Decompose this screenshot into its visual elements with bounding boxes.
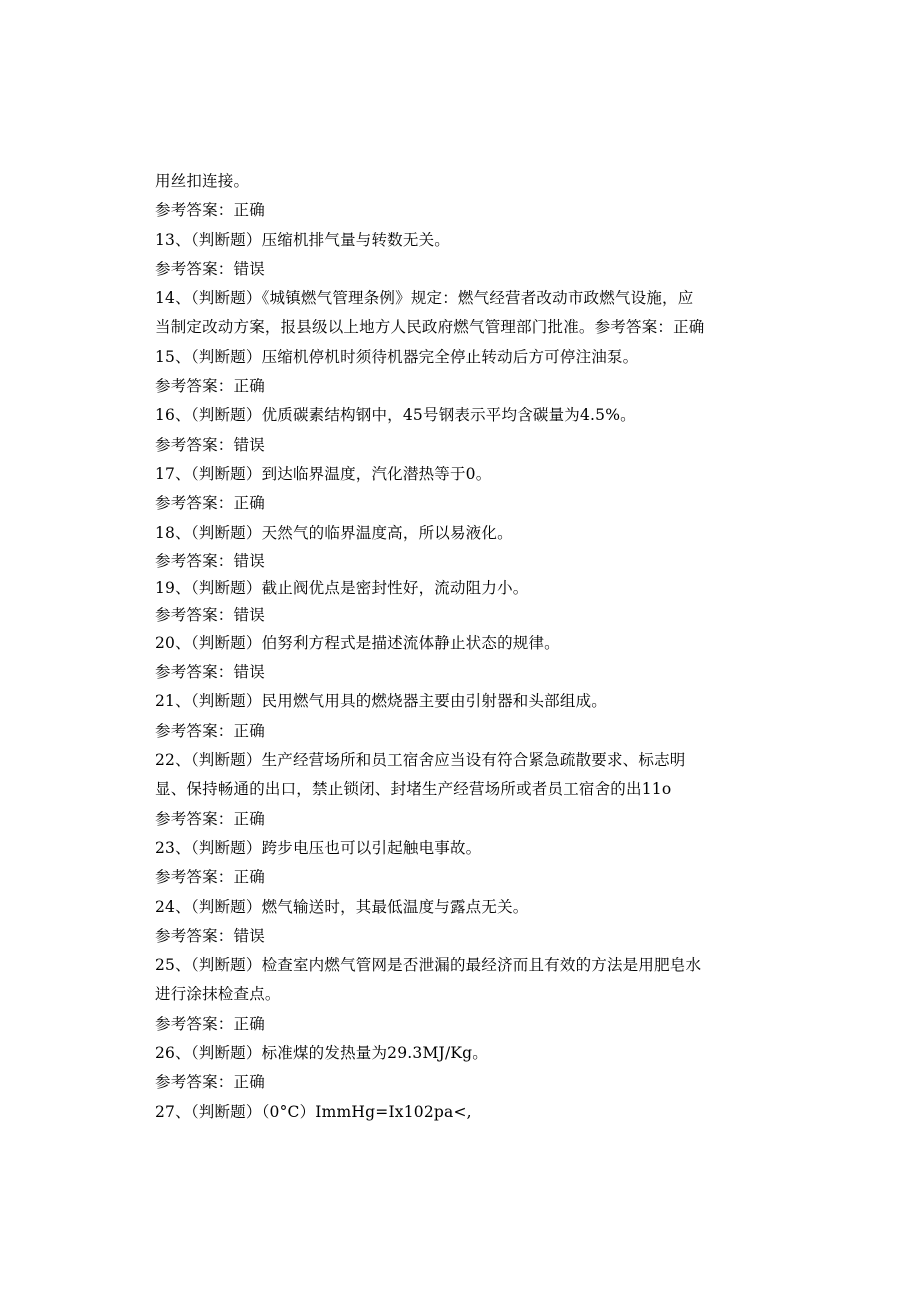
answer-16: 参考答案：错误 [155, 435, 265, 454]
answer-25: 参考答案：正确 [155, 1014, 265, 1033]
answer-26: 参考答案：正确 [155, 1073, 265, 1092]
answer-23: 参考答案：正确 [155, 868, 265, 887]
question-19: 19、（判断题）截止阀优点是密封性好，流动阻力小。 [155, 578, 529, 597]
answer-24: 参考答案：错误 [155, 926, 265, 945]
question-15: 15、（判断题）压缩机停机时须待机器完全停止转动后方可停注油泵。 [155, 347, 639, 366]
answer-17: 参考答案：正确 [155, 494, 265, 513]
answer-15: 参考答案：正确 [155, 377, 265, 396]
question-16: 16、（判断题）优质碳素结构钢中，45号钢表示平均含碳量为4.5%。 [155, 406, 636, 425]
answer-20: 参考答案：错误 [155, 663, 265, 682]
question-18: 18、（判断题）天然气的临界温度高，所以易液化。 [155, 523, 513, 542]
answer-13: 参考答案：错误 [155, 259, 265, 278]
answer-line: 参考答案：正确 [155, 201, 265, 220]
question-21: 21、（判断题）民用燃气用具的燃烧器主要由引射器和头部组成。 [155, 692, 607, 711]
question-25-line-1: 25、（判断题）检查室内燃气管网是否泄漏的最经济而且有效的方法是用肥皂水 [155, 956, 702, 975]
question-13: 13、（判断题）压缩机排气量与转数无关。 [155, 230, 450, 249]
question-27: 27、（判断题）（0°C）ImmHg=Ix102pa<, [155, 1102, 472, 1121]
question-20: 20、（判断题）伯努利方程式是描述流体静止状态的规律。 [155, 633, 560, 652]
answer-22: 参考答案：正确 [155, 809, 265, 828]
question-22-line-1: 22、（判断题）生产经营场所和员工宿舍应当设有符合紧急疏散要求、标志明 [155, 751, 686, 770]
text-line: 用丝扣连接。 [155, 172, 250, 190]
question-17: 17、（判断题）到达临界温度，汽化潜热等于0。 [155, 464, 492, 483]
question-25-line-2: 进行涂抹检查点。 [155, 985, 281, 1004]
question-23: 23、（判断题）跨步电压也可以引起触电事故。 [155, 838, 482, 857]
question-26: 26、（判断题）标准煤的发热量为29.3MJ/Kg。 [155, 1044, 488, 1063]
question-22-line-2: 显、保持畅通的出口，禁止锁闭、封堵生产经营场所或者员工宿舍的出11o [155, 780, 672, 799]
answer-18: 参考答案：错误 [155, 551, 265, 570]
question-14-line-2: 当制定改动方案，报县级以上地方人民政府燃气管理部门批准。参考答案：正确 [155, 318, 705, 337]
question-14-line-1: 14、（判断题）《城镇燃气管理条例》规定：燃气经营者改动市政燃气设施，应 [155, 289, 694, 308]
answer-21: 参考答案：正确 [155, 721, 265, 740]
document-body [155, 167, 755, 1127]
question-24: 24、（判断题）燃气输送时，其最低温度与露点无关。 [155, 897, 529, 916]
answer-19: 参考答案：错误 [155, 605, 265, 624]
